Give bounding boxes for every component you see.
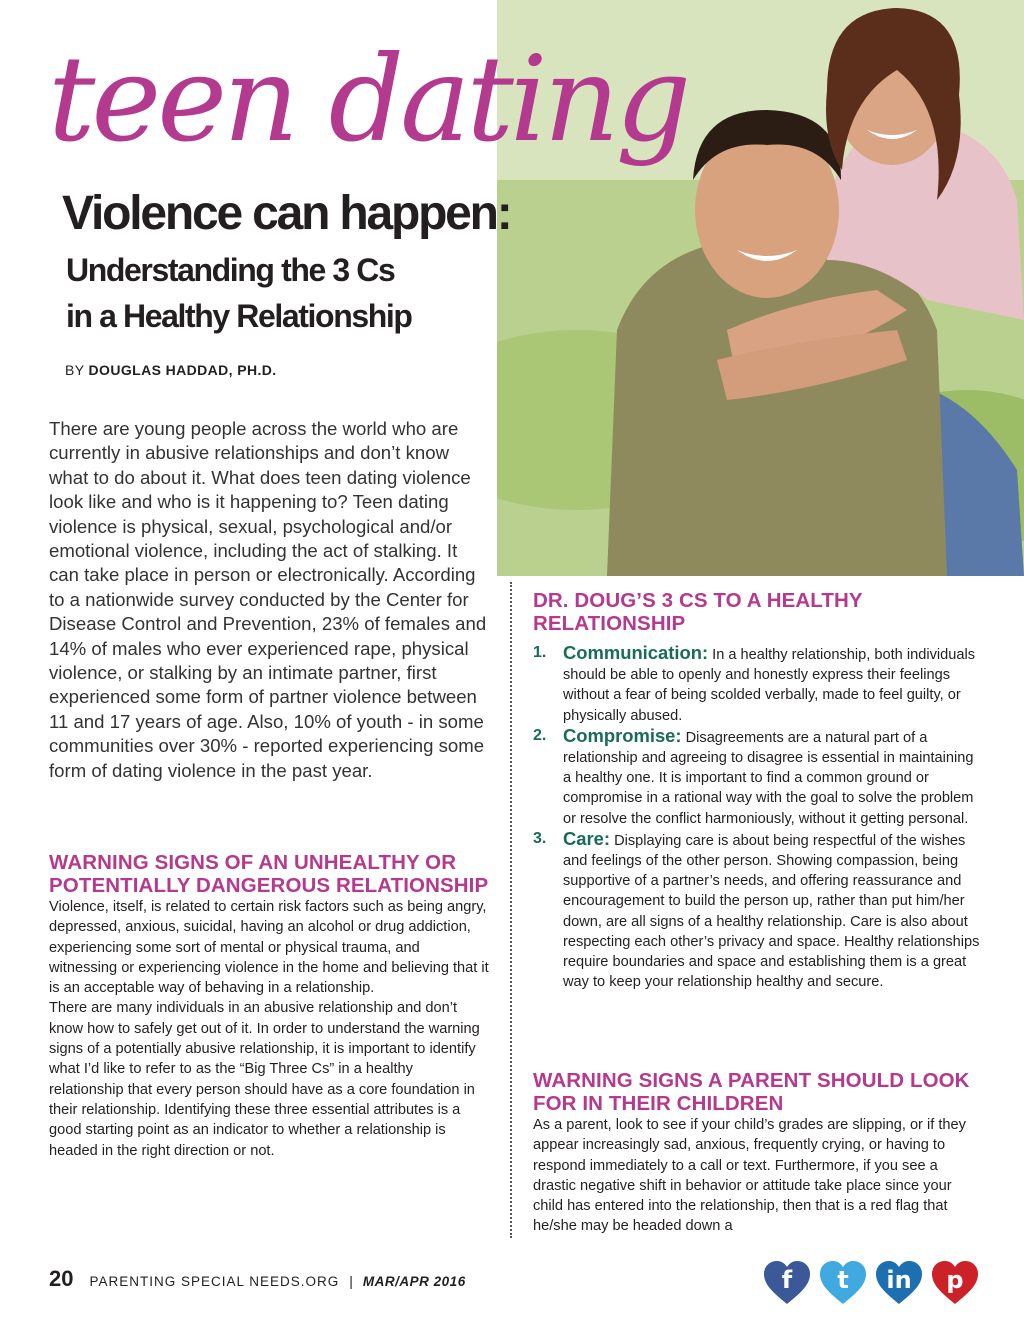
list-item [533,829,983,993]
list-item [533,643,983,726]
facebook-icon[interactable]: f [762,1258,812,1308]
subhead-line-2: in a Healthy Relationship [66,298,412,334]
section-body: As a parent, look to see if your child’s grades are slipping, or if they appear increasingly sad, anxious, frequently crying, or having to respond immediately to a call or text. Furthermore, if you see a drastic negative shift in behavior or attitude take place since your child has entered into the relationship, then that is a red flag that he/she may be headed down a [533,1117,966,1235]
list-term: Care: [563,827,611,849]
list-number: 2. [533,726,547,744]
byline-author: DOUGLAS HADDAD, PH.D. [88,362,277,378]
footer-separator: | [349,1273,353,1289]
intro-paragraph: There are young people across the world who are currently in abusive relationships and don’t know what to do about it. What does teen dating violence look like and who is it happening to? Teen dating violence is physical, sexual, psychological and/or emotional violence, including the act of stalking. It can take place in person or electronically. According to a nationwide survey conducted by the Center for Disease Control and Prevention, 23% of females and 14% of males who ever experienced rape, physical violence, or stalking by an intimate partner, first experienced some form of partner violence between 11 and 17 years of age. Also, 10% of youth - in some communities over 30% - reported experiencing some form of dating violence in the past year. [49,418,487,781]
list-number: 3. [533,829,547,847]
issue-date: MAR/APR 2016 [362,1274,466,1289]
warning-signs-unhealthy-section [49,851,489,1161]
publication-name: PARENTING SPECIAL NEEDS.ORG [89,1274,340,1289]
section-heading: WARNING SIGNS A PARENT SHOULD LOOK FOR IN THEIR CHILDREN [533,1069,970,1115]
page-number: 20 [49,1266,74,1291]
list-number: 1. [533,644,547,661]
three-cs-section [533,589,983,992]
linkedin-icon[interactable]: in [874,1258,924,1308]
paragraph: There are many individuals in an abusive relationship and don’t know how to safely get out of it. In order to understand the warning signs of a potentially abusive relationship, it is important to identify what I’d like to refer to as the “Big Three Cs” in a healthy relationship that every person should have as a core foundation in their relationship. Identifying these three essential attributes is a good starting point as an indicator to whether a relationship is headed in the right direction or not. [49,1000,480,1159]
list-term: Compromise: [563,724,682,746]
section-heading: DR. DOUG’S 3 CS TO A HEALTHY RELATIONSHIP [533,589,863,635]
list-term: Communication: [563,642,709,663]
three-cs-list [533,643,983,992]
script-title: teen dating [48,30,688,168]
pinterest-icon[interactable]: p [930,1258,980,1308]
list-text: Displaying care is about being respectful of the wishes and feelings of the other person. Showing compassion, being supportive of a partner’s needs, and offering reassurance and encouragement to build the person up, rather than put him/her down, are all signs of a healthy relationship. Care is also about respecting each other’s privacy and space. Healthy relationships require boundaries and space and establishing them is a great way to keep your relationship healthy and secure. [563,832,980,991]
headline: Violence can happen: [62,187,511,240]
list-item [533,726,983,829]
section-body [49,897,489,1161]
twitter-icon[interactable]: t [818,1258,868,1308]
warning-signs-parent-section [533,1069,983,1237]
page-footer [49,1266,466,1296]
social-icons [762,1258,980,1308]
byline [65,362,277,378]
paragraph: Violence, itself, is related to certain risk factors such as being angry, depressed, anxious, suicidal, having an alcohol or drug addiction, experiencing some sort of mental or physical trauma, and witnessing or experiencing violence in the home and believing that it is an acceptable way of behaving in a relationship. [49,899,489,997]
section-heading: WARNING SIGNS OF AN UNHEALTHY OR POTENTIALLY DANGEROUS RELATIONSHIP [49,851,489,897]
column-divider [510,582,512,1238]
subhead-line-1: Understanding the 3 Cs [66,252,395,288]
subheadline [66,247,412,339]
list-text: In a healthy relationship, both individuals should be able to openly and honestly express their feelings without a fear of being scolded verbally, made to feel guilty, or physically abused. [563,647,975,724]
list-text: Disagreements are a natural part of a relationship and agreeing to disagree is essential in maintaining a healthy one. It is important to find a common ground or compromise in a rational way with the goal to solve the problem or resolve the conflict harmoniously, without it getting personal. [563,729,974,827]
byline-prefix: BY [65,362,85,378]
